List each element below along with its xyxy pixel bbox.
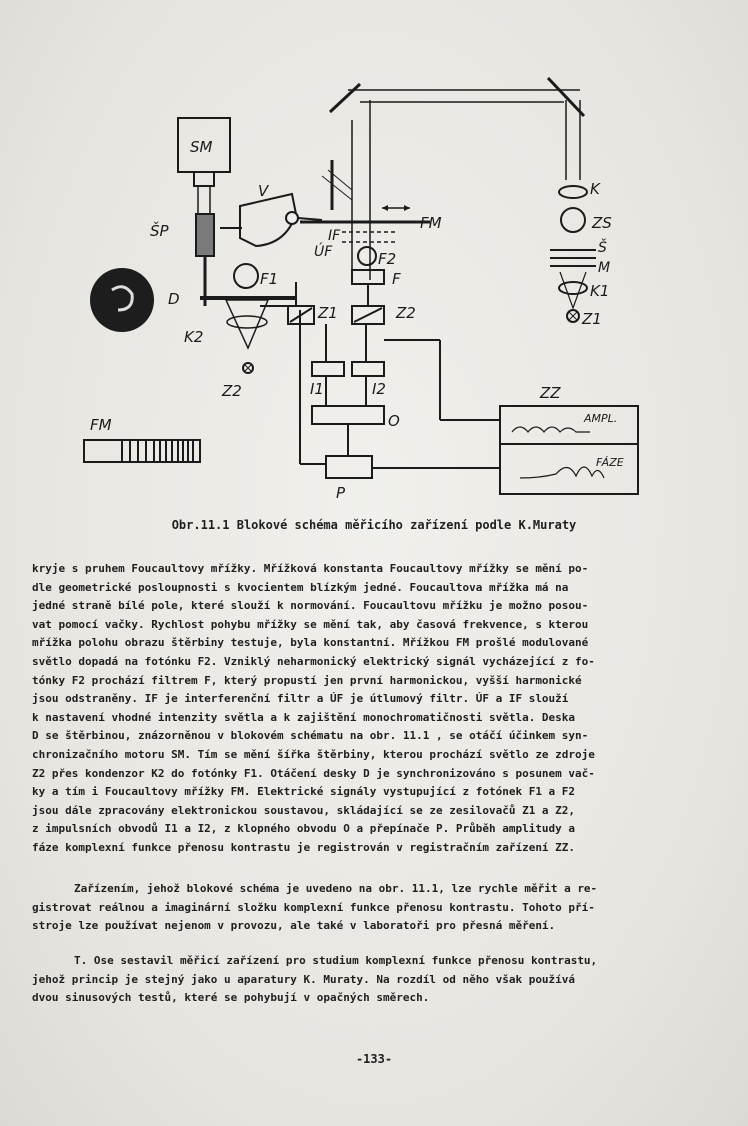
label-v: V — [258, 182, 269, 200]
text-line: k nastavení vhodné intenzity světla a k zajištění monochromatičnosti světla. Deska — [32, 710, 576, 724]
slit-zs — [561, 208, 585, 232]
label-uf: ÚF — [314, 244, 333, 260]
label-k2: K2 — [184, 328, 204, 346]
label-z2-mid: Z2 — [396, 304, 416, 322]
lens-k1 — [559, 282, 587, 294]
label-if: IF — [328, 228, 341, 244]
impulse-circuit-i2 — [352, 362, 384, 376]
impulse-circuit-i1 — [312, 362, 344, 376]
label-f: F — [392, 270, 401, 288]
text-line: Zařízením, jehož blokové schéma je uvedeno na obr. 11.1, lze rychle měřit a re- — [74, 882, 598, 895]
label-sp: ŠP — [150, 222, 169, 240]
label-fm-bottom: FM — [90, 416, 112, 434]
text-line: jehož princip je stejný jako u aparatury K. Muraty. Na rozdíl od něho však používá — [32, 972, 576, 986]
label-fm-top: FM — [420, 214, 442, 232]
text-line: mřížka polohu obrazu štěrbiny testuje, byla konstantní. Mřížkou FM prošlé modulované — [32, 636, 589, 650]
label-f1: F1 — [260, 270, 279, 288]
text-line: dle geometrické posloupnosti s kvocientem blízkým jedné. Foucaultova mřížka má na — [32, 580, 569, 594]
text-line: T. Ose sestavil měřicí zařízení pro studium komplexní funkce přenosu kontrastu, — [74, 954, 598, 967]
text-line: tónky F2 prochází filtrem F, který propustí jen první harmonickou, vyšší harmonické — [32, 673, 582, 687]
flipflop-o — [312, 406, 384, 424]
text-line: stroje lze používat nejenom v provozu, ale také v laboratoři pro přesná měření. — [32, 919, 556, 933]
label-d: D — [168, 290, 180, 308]
label-i2: I2 — [372, 380, 386, 398]
block-diagram-figure — [60, 60, 700, 510]
label-z1-right: Z1 — [582, 310, 602, 328]
label-s: Š — [598, 240, 607, 256]
paragraph-2 — [32, 880, 704, 936]
text-line: jedné straně bílé pole, které slouží k normování. Foucaultovu mřížku je možno posou- — [32, 599, 589, 613]
label-faze: FÁZE — [596, 456, 624, 469]
figure-caption: Obr.11.1 Blokové schéma měřicího zařízení podle K.Muraty — [171, 518, 577, 532]
page-number: -133- — [355, 1052, 393, 1066]
label-o: O — [388, 412, 400, 430]
paragraph-3 — [32, 952, 704, 1008]
label-sm: SM — [190, 138, 213, 156]
recorder-zz — [500, 406, 638, 494]
label-k1: K1 — [590, 282, 610, 300]
text-line: chronizačního motoru SM. Tím se mění šířka štěrbiny, kterou prochází světlo ze zdroje — [32, 747, 595, 761]
label-zz: ZZ — [540, 384, 561, 402]
label-m: M — [598, 260, 611, 276]
coupling-sp — [196, 214, 214, 256]
label-z2-left: Z2 — [222, 382, 242, 400]
label-p: P — [336, 484, 346, 502]
text-line: dvou sinusových testů, které se pohybují v opačných směrech. — [32, 991, 430, 1005]
photocell-f1 — [234, 264, 258, 288]
text-line: D se štěrbinou, znázorněnou v blokovém schématu na obr. 11.1 , se otáčí účinkem syn- — [32, 729, 589, 743]
paragraph-1 — [32, 560, 704, 858]
photocell-f2 — [358, 247, 376, 265]
switch-p — [326, 456, 372, 478]
label-zs: ZS — [592, 214, 612, 232]
text-line: jsou dále zpracovány elektronickou soustavou, skládající se ze zesilovačů Z1 a Z2, — [32, 803, 576, 817]
label-ampl: AMPL. — [584, 412, 618, 425]
text-line: fáze komplexní funkce přenosu kontrastu je registrován v registračním zařízení ZZ. — [32, 840, 576, 854]
text-line: vat pomocí vačky. Rychlost pohybu mřížky se mění tak, aby časová frekvence, s kterou — [32, 617, 589, 631]
text-line: kryje s pruhem Foucaultovy mřížky. Mřížková konstanta Foucaultovy mřížky se mění po- — [32, 562, 589, 575]
label-i1: I1 — [310, 380, 324, 398]
text-line: z impulsních obvodů I1 a I2, z klopného obvodu O a přepínače P. Průběh amplitudy a — [32, 822, 576, 836]
text-line: ky a tím i Foucaultovy mřížky FM. Elektrické signály vystupující z fotónek F1 a F2 — [32, 785, 576, 799]
text-line: jsou odstraněny. IF je interferenční filtr a ÚF je útlumový filtr. ÚF a IF slouží — [32, 692, 569, 706]
lens-k — [559, 186, 587, 198]
filter-f — [352, 270, 384, 284]
disc-d — [90, 268, 154, 332]
text-line: gistrovat reálnou a imaginární složku komplexní funkce přenosu kontrastu. Tohoto pří- — [32, 900, 595, 914]
label-z1: Z1 — [318, 304, 338, 322]
text-line: Z2 přes kondenzor K2 do fotónky F1. Otáčení desky D je synchronizováno s posunem vač- — [32, 766, 595, 780]
text-line: světlo dopadá na fotónku F2. Vzniklý neharmonický elektrický signál vycházející z fo- — [32, 654, 595, 668]
label-k: K — [590, 180, 600, 198]
label-f2: F2 — [378, 250, 397, 268]
